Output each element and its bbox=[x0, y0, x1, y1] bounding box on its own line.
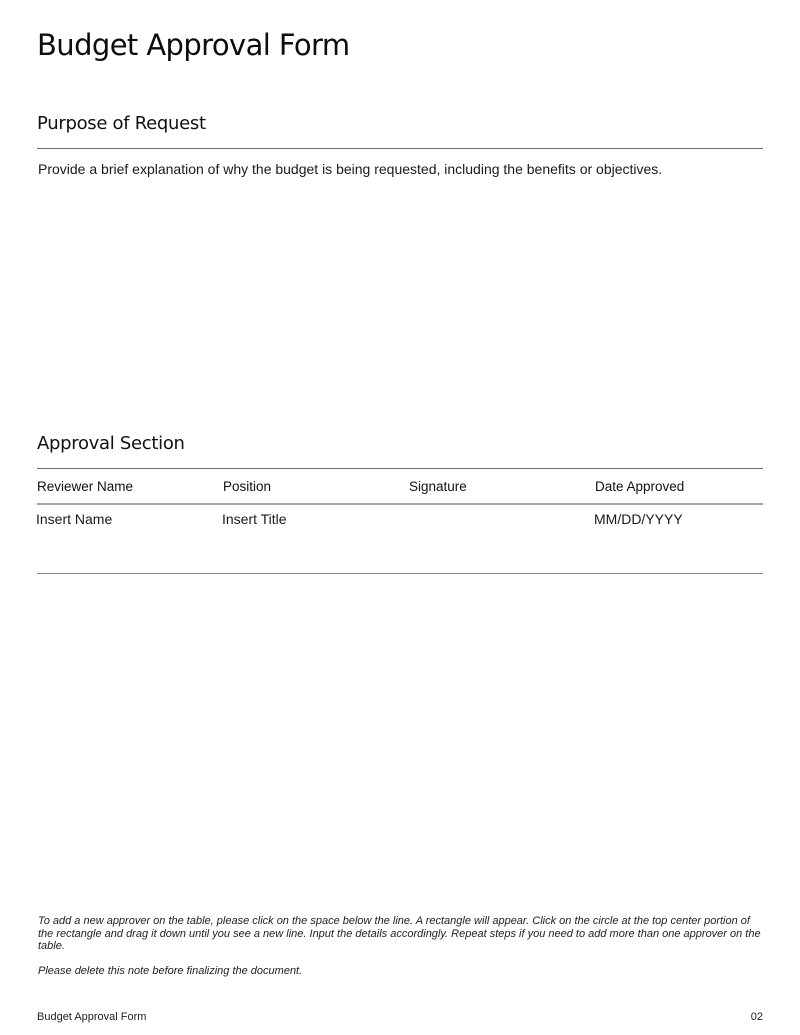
footer-label: Budget Approval Form bbox=[37, 1011, 147, 1023]
purpose-divider bbox=[37, 148, 763, 149]
page-number: 02 bbox=[750, 1011, 763, 1023]
purpose-description[interactable]: Provide a brief explanation of why the budget is being requested, including the benefits or objectives. bbox=[38, 161, 663, 177]
document-title: Budget Approval Form bbox=[37, 28, 350, 62]
reviewer-name-cell[interactable]: Insert Name bbox=[36, 511, 113, 527]
position-cell[interactable]: Insert Title bbox=[222, 511, 287, 527]
approval-heading: Approval Section bbox=[37, 433, 185, 454]
column-header-position: Position bbox=[223, 479, 272, 494]
header-divider bbox=[37, 503, 763, 505]
approval-table-top-border bbox=[37, 468, 763, 469]
delete-note-reminder: Please delete this note before finalizing the document. bbox=[38, 965, 303, 977]
purpose-heading: Purpose of Request bbox=[37, 113, 206, 134]
date-approved-cell[interactable]: MM/DD/YYYY bbox=[594, 511, 683, 527]
signature-cell[interactable] bbox=[405, 507, 585, 531]
column-header-signature: Signature bbox=[409, 479, 467, 494]
column-header-date-approved: Date Approved bbox=[595, 479, 685, 494]
instruction-note: To add a new approver on the table, please click on the space below the line. A rectangle will appear. Click on the circle at the top center portion of the rectangle and drag it down until you see a new line. Input the details accordingly. Repeat steps if you need to add more than one approver on the table. bbox=[38, 915, 761, 952]
column-header-reviewer-name: Reviewer Name bbox=[37, 479, 134, 494]
approval-table-bottom-border[interactable] bbox=[37, 573, 763, 574]
